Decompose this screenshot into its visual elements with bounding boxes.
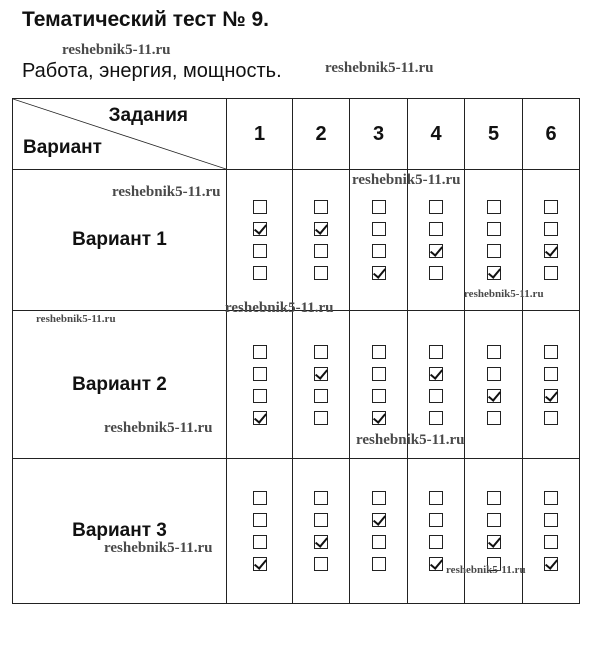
- checkbox: [314, 411, 328, 425]
- checkbox: [544, 513, 558, 527]
- checkbox: [544, 200, 558, 214]
- watermark: reshebnik5-11.ru: [325, 60, 434, 76]
- checkbox: [544, 491, 558, 505]
- answer-cell: [293, 311, 350, 459]
- answer-options: [293, 491, 349, 571]
- answer-cell: [523, 311, 580, 459]
- checked-checkbox: [314, 535, 328, 549]
- checkbox: [544, 411, 558, 425]
- answer-options: [465, 200, 522, 280]
- checkbox: [429, 222, 443, 236]
- checked-checkbox: [253, 222, 267, 236]
- checkbox: [544, 222, 558, 236]
- checkbox: [429, 411, 443, 425]
- answer-cell: [350, 170, 408, 311]
- page-title: Тематический тест № 9.: [22, 8, 269, 31]
- answer-options: [523, 345, 579, 425]
- checkbox: [372, 491, 386, 505]
- answer-options: [350, 200, 407, 280]
- checkbox: [314, 200, 328, 214]
- task-header-1: 1: [227, 99, 293, 170]
- answer-options: [227, 345, 292, 425]
- checked-checkbox: [253, 411, 267, 425]
- answer-options: [227, 491, 292, 571]
- task-header-6: 6: [523, 99, 580, 170]
- answer-cell: [227, 170, 293, 311]
- variant-label: Вариант 1: [13, 170, 227, 311]
- answer-options: [350, 491, 407, 571]
- checked-checkbox: [314, 222, 328, 236]
- checkbox: [372, 535, 386, 549]
- checkbox: [372, 389, 386, 403]
- checkbox: [253, 200, 267, 214]
- checked-checkbox: [429, 244, 443, 258]
- answer-cell: [465, 459, 523, 604]
- checked-checkbox: [544, 557, 558, 571]
- checkbox: [429, 266, 443, 280]
- checkbox: [253, 513, 267, 527]
- task-header-2: 2: [293, 99, 350, 170]
- watermark: reshebnik5-11.ru: [225, 300, 334, 316]
- checkbox: [372, 345, 386, 359]
- table-header-row: [13, 99, 580, 170]
- checkbox: [372, 244, 386, 258]
- checkbox: [429, 345, 443, 359]
- answer-options: [408, 491, 464, 571]
- answer-cell: [227, 459, 293, 604]
- answer-options: [523, 491, 579, 571]
- checkbox: [314, 266, 328, 280]
- task-header-3: 3: [350, 99, 408, 170]
- checked-checkbox: [487, 535, 501, 549]
- checkbox: [487, 411, 501, 425]
- corner-label-variant: Вариант: [23, 137, 102, 158]
- checkbox: [544, 266, 558, 280]
- checkbox: [314, 244, 328, 258]
- task-header-4: 4: [408, 99, 465, 170]
- checkbox: [429, 535, 443, 549]
- variant-label: Вариант 3: [13, 459, 227, 604]
- corner-label-tasks: Задания: [108, 105, 188, 126]
- answer-cell: [523, 459, 580, 604]
- checked-checkbox: [372, 266, 386, 280]
- checkbox: [314, 345, 328, 359]
- checkbox: [487, 222, 501, 236]
- answer-cell: [350, 459, 408, 604]
- checkbox: [314, 513, 328, 527]
- checkbox: [253, 345, 267, 359]
- table-corner-cell: [13, 99, 227, 170]
- checked-checkbox: [372, 513, 386, 527]
- answer-cell: [408, 459, 465, 604]
- answer-table: [12, 98, 580, 604]
- watermark: reshebnik5-11.ru: [62, 42, 171, 58]
- page-subtitle: Работа, энергия, мощность.: [22, 60, 282, 82]
- answer-options: [465, 491, 522, 571]
- answer-options: [523, 200, 579, 280]
- checkbox: [372, 367, 386, 381]
- checked-checkbox: [429, 367, 443, 381]
- checkbox: [253, 367, 267, 381]
- checked-checkbox: [487, 266, 501, 280]
- checkbox: [372, 222, 386, 236]
- checkbox: [314, 557, 328, 571]
- answer-options: [293, 200, 349, 280]
- checkbox: [487, 491, 501, 505]
- checkbox: [544, 367, 558, 381]
- checkbox: [372, 557, 386, 571]
- answer-cell: [293, 170, 350, 311]
- variant-label: Вариант 2: [13, 311, 227, 459]
- checkbox: [429, 200, 443, 214]
- checkbox: [253, 244, 267, 258]
- checkbox: [253, 266, 267, 280]
- checkbox: [487, 513, 501, 527]
- watermark: reshebnik5-11.ru: [352, 172, 461, 188]
- answer-options: [227, 200, 292, 280]
- checkbox: [544, 535, 558, 549]
- watermark: reshebnik5-11.ru: [104, 540, 213, 556]
- answer-cell: [227, 311, 293, 459]
- answer-cell: [465, 311, 523, 459]
- checked-checkbox: [253, 557, 267, 571]
- checkbox: [253, 491, 267, 505]
- watermark: reshebnik5-11.ru: [464, 288, 544, 300]
- answer-options: [350, 345, 407, 425]
- answer-options: [293, 345, 349, 425]
- checkbox: [429, 491, 443, 505]
- answer-cell: [293, 459, 350, 604]
- checkbox: [314, 491, 328, 505]
- checkbox: [429, 389, 443, 403]
- variant-row: [13, 459, 580, 604]
- watermark: reshebnik5-11.ru: [446, 564, 526, 576]
- checked-checkbox: [544, 389, 558, 403]
- checkbox: [429, 513, 443, 527]
- watermark: reshebnik5-11.ru: [112, 184, 221, 200]
- answer-cell: [408, 170, 465, 311]
- checkbox: [487, 200, 501, 214]
- checked-checkbox: [429, 557, 443, 571]
- checkbox: [487, 244, 501, 258]
- checkbox: [487, 345, 501, 359]
- checked-checkbox: [314, 367, 328, 381]
- checkbox: [487, 367, 501, 381]
- watermark: reshebnik5-11.ru: [36, 313, 116, 325]
- watermark: reshebnik5-11.ru: [356, 432, 465, 448]
- variant-row: [13, 311, 580, 459]
- checkbox: [253, 535, 267, 549]
- answer-options: [408, 200, 464, 280]
- answer-options: [408, 345, 464, 425]
- checked-checkbox: [487, 389, 501, 403]
- watermark: reshebnik5-11.ru: [104, 420, 213, 436]
- checkbox: [544, 345, 558, 359]
- checkbox: [314, 389, 328, 403]
- answer-options: [465, 345, 522, 425]
- checkbox: [372, 200, 386, 214]
- checkbox: [253, 389, 267, 403]
- task-header-5: 5: [465, 99, 523, 170]
- checked-checkbox: [372, 411, 386, 425]
- checked-checkbox: [544, 244, 558, 258]
